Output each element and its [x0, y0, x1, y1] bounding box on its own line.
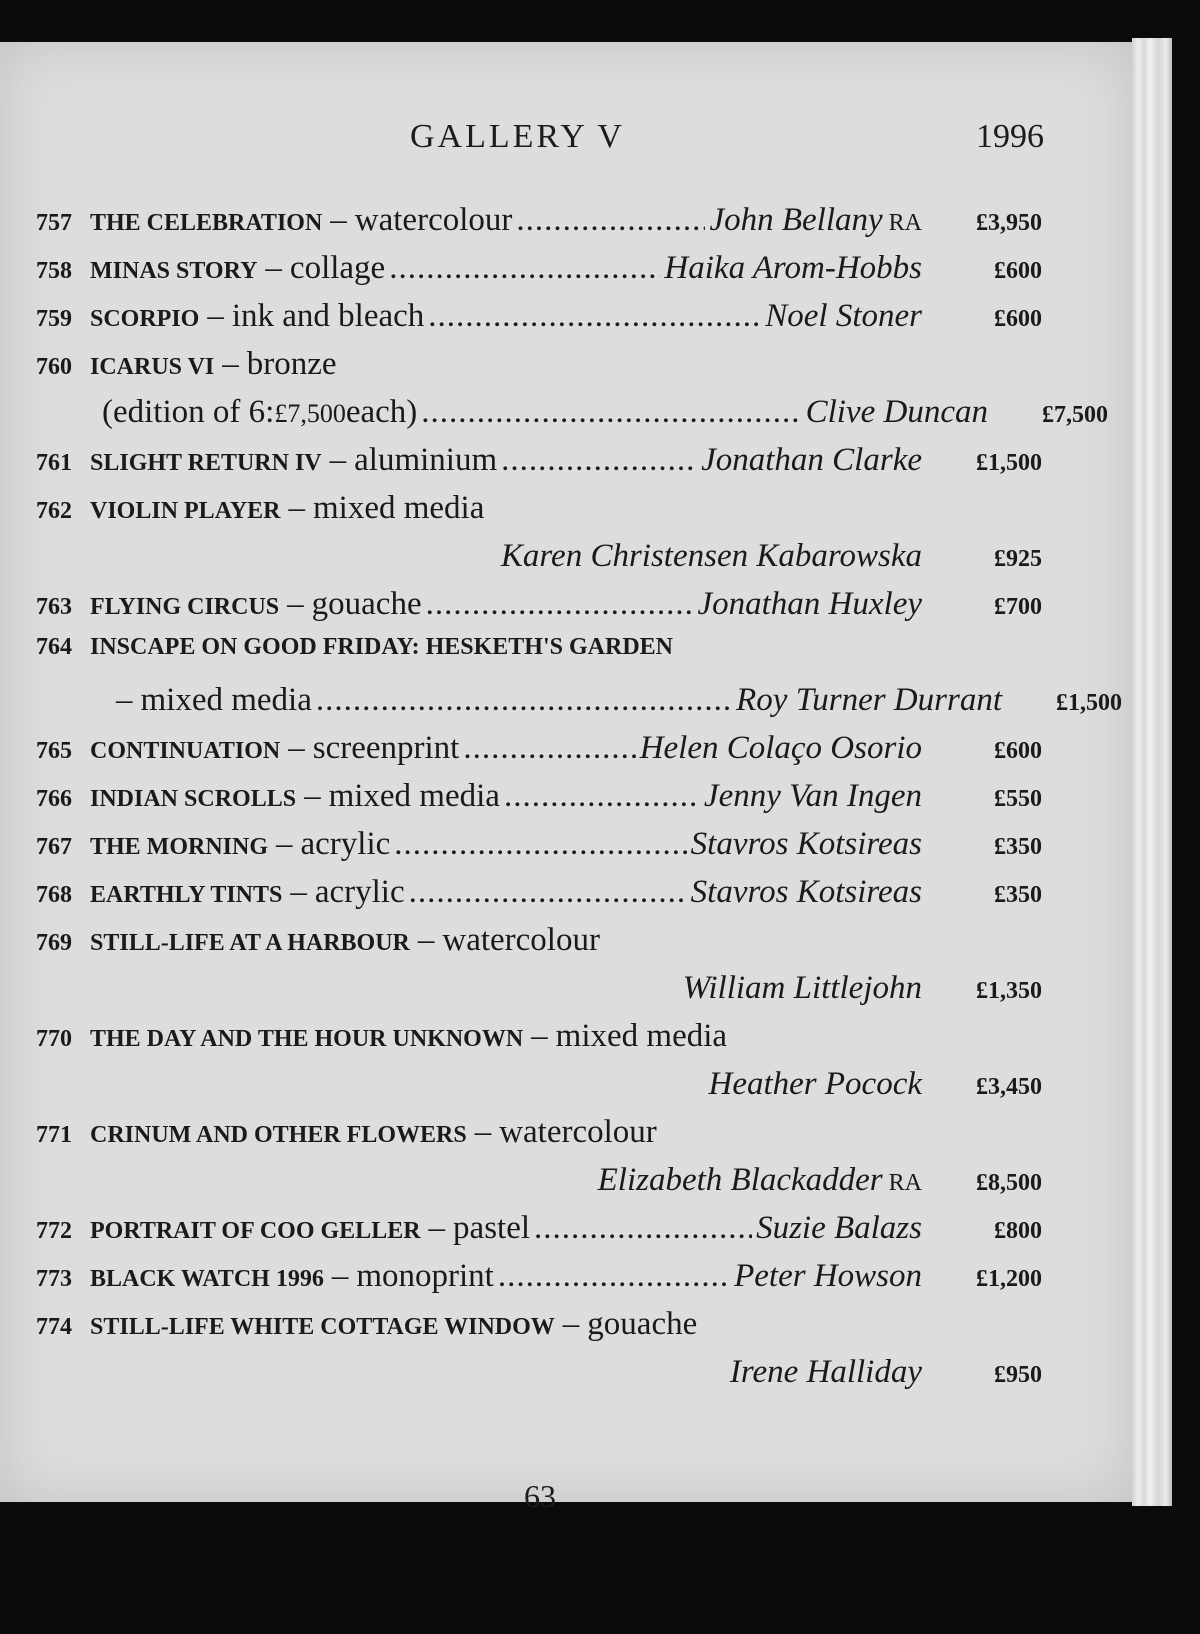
entry-number: 764 — [36, 634, 72, 660]
entry-artist: John Bellany — [709, 202, 883, 238]
catalogue-entry-765 — [36, 730, 1042, 774]
entry-separator: – — [288, 730, 305, 766]
entry-separator: – — [428, 1210, 446, 1246]
entry-title: CRINUM AND OTHER FLOWERS — [90, 1122, 467, 1148]
entry-artist: William Littlejohn — [682, 970, 922, 1006]
entry-medium: mixed media — [555, 1018, 728, 1054]
entry-title: SCORPIO — [90, 306, 200, 332]
entry-medium: watercolour — [499, 1114, 657, 1150]
leader-dots — [516, 202, 705, 239]
catalogue-entry-767 — [36, 826, 1042, 870]
entry-number: 774 — [36, 1314, 72, 1340]
page-header — [0, 118, 1132, 162]
page-number: 63 — [524, 1478, 556, 1514]
entry-separator: – — [116, 682, 133, 718]
entry-number: 773 — [36, 1266, 72, 1292]
entry-artist-suffix: RA — [888, 210, 922, 236]
entry-title: SLIGHT RETURN IV — [90, 450, 322, 476]
entry-title: FLYING CIRCUS — [90, 594, 280, 620]
entry-artist: Karen Christensen Kabarowska — [500, 538, 922, 574]
page-edge — [1132, 38, 1172, 1506]
entry-medium: gouache — [311, 586, 422, 622]
entry-price: £950 — [994, 1362, 1042, 1388]
entry-medium: monoprint — [356, 1258, 494, 1294]
leader-dots — [501, 442, 697, 479]
entry-price: £3,450 — [976, 1074, 1042, 1100]
entry-artist: Helen Colaço Osorio — [639, 730, 922, 766]
entry-separator: – — [330, 202, 347, 238]
entry-medium: gouache — [587, 1306, 698, 1342]
entry-medium: aluminium — [354, 442, 498, 478]
catalogue-entry-762-continued — [36, 538, 1042, 582]
entry-separator: – — [222, 346, 239, 382]
entry-medium: screenprint — [312, 730, 460, 766]
entry-artist-suffix: RA — [888, 1170, 922, 1196]
entry-price: £600 — [994, 738, 1042, 764]
catalogue-entry-773 — [36, 1258, 1042, 1302]
entry-medium: bronze — [246, 346, 337, 382]
entry-edition-suffix: each) — [345, 394, 418, 430]
entry-title: THE MORNING — [90, 834, 269, 860]
leader-dots — [394, 826, 686, 863]
entry-title: STILL-LIFE WHITE COTTAGE WINDOW — [90, 1314, 555, 1340]
entry-price: £600 — [994, 258, 1042, 284]
entry-number: 767 — [36, 834, 72, 860]
entry-separator: – — [329, 442, 347, 478]
entry-number: 766 — [36, 786, 72, 812]
entry-artist: Jonathan Huxley — [697, 586, 922, 622]
entry-separator: – — [287, 586, 304, 622]
entry-artist: Roy Turner Durrant — [736, 682, 1002, 718]
catalogue-entry-770 — [36, 1018, 1042, 1062]
catalogue-entry-771 — [36, 1114, 1042, 1158]
catalogue-entry-757 — [36, 202, 1042, 246]
catalogue-entry-764 — [36, 634, 1042, 678]
entry-separator: – — [304, 778, 321, 814]
entry-number: 763 — [36, 594, 72, 620]
entry-artist: Heather Pocock — [708, 1066, 922, 1102]
entry-artist: Elizabeth Blackadder — [597, 1162, 883, 1198]
entry-title: INSCAPE ON GOOD FRIDAY: HESKETH'S GARDEN — [90, 634, 673, 660]
entry-medium: collage — [289, 250, 386, 286]
catalogue-entry-760-continued — [36, 394, 1108, 438]
header-year: 1996 — [976, 118, 1044, 155]
entry-artist: Stavros Kotsireas — [690, 826, 922, 862]
entry-title: BLACK WATCH 1996 — [90, 1266, 324, 1292]
entry-title: EARTHLY TINTS — [90, 882, 283, 908]
entry-artist: Haika Arom-Hobbs — [664, 250, 922, 286]
entry-artist: Jenny Van Ingen — [703, 778, 922, 814]
catalogue-entry-766 — [36, 778, 1042, 822]
entry-price: £350 — [994, 882, 1042, 908]
entry-medium: watercolour — [354, 202, 513, 238]
catalogue-entry-764-continued — [36, 682, 1122, 726]
entry-price: £1,500 — [1056, 690, 1122, 716]
entry-price: £1,500 — [976, 450, 1042, 476]
entry-price: £8,500 — [976, 1170, 1042, 1196]
entry-artist: Stavros Kotsireas — [690, 874, 922, 910]
leader-dots — [426, 586, 694, 623]
entry-title: PORTRAIT OF COO GELLER — [90, 1218, 421, 1244]
leader-dots — [428, 298, 761, 335]
catalogue-entry-758 — [36, 250, 1042, 294]
entry-medium: mixed media — [328, 778, 500, 814]
leader-dots — [409, 874, 687, 911]
entry-medium: acrylic — [314, 874, 405, 910]
leader-dots — [463, 730, 635, 767]
entry-medium: mixed media — [140, 682, 312, 718]
entry-separator: – — [288, 490, 305, 526]
entry-number: 761 — [36, 450, 72, 476]
entry-title: VIOLIN PLAYER — [90, 498, 281, 524]
entry-number: 760 — [36, 354, 72, 380]
leader-dots — [389, 250, 660, 287]
entry-number: 772 — [36, 1218, 72, 1244]
entry-separator: – — [290, 874, 307, 910]
catalogue-entry-762 — [36, 490, 1042, 534]
catalogue-entry-763 — [36, 586, 1042, 630]
entry-medium: pastel — [453, 1210, 531, 1246]
entry-artist: Jonathan Clarke — [701, 442, 922, 478]
catalogue-entry-770-continued — [36, 1066, 1042, 1110]
catalogue-entry-760 — [36, 346, 1042, 390]
entry-medium: acrylic — [300, 826, 391, 862]
entry-separator: – — [474, 1114, 492, 1150]
entry-price: £7,500 — [1042, 402, 1108, 428]
entry-price: £350 — [994, 834, 1042, 860]
entry-price: £800 — [994, 1218, 1042, 1244]
entry-separator: – — [531, 1018, 548, 1054]
leader-dots — [316, 682, 732, 719]
gallery-title: GALLERY V — [410, 118, 625, 155]
entry-separator: – — [276, 826, 293, 862]
entry-number: 762 — [36, 498, 72, 524]
entry-price: £700 — [994, 594, 1042, 620]
entry-separator: – — [265, 250, 282, 286]
entry-medium: ink and bleach — [231, 298, 425, 334]
entry-medium: mixed media — [313, 490, 485, 526]
entry-title: CONTINUATION — [90, 738, 281, 764]
catalogue-entry-759 — [36, 298, 1042, 342]
entry-number: 757 — [36, 210, 72, 236]
catalogue-entry-774 — [36, 1306, 1042, 1350]
catalogue-entry-771-continued — [36, 1162, 1042, 1206]
leader-dots — [498, 1258, 730, 1295]
entry-number: 758 — [36, 258, 72, 284]
entry-price: £1,350 — [976, 978, 1042, 1004]
entry-title: THE CELEBRATION — [90, 210, 323, 236]
entry-edition-price: £7,500 — [274, 399, 346, 428]
entry-title: STILL-LIFE AT A HARBOUR — [90, 930, 410, 956]
entry-title: MINAS STORY — [90, 258, 258, 284]
catalogue-entry-769-continued — [36, 970, 1042, 1014]
entry-price: £3,950 — [976, 210, 1042, 236]
entry-number: 771 — [36, 1122, 72, 1148]
catalogue-entry-768 — [36, 874, 1042, 918]
entry-separator: – — [417, 922, 435, 958]
entry-price: £925 — [994, 546, 1042, 572]
entry-title: INDIAN SCROLLS — [90, 786, 297, 812]
entry-artist: Clive Duncan — [805, 394, 988, 430]
entry-separator: – — [331, 1258, 349, 1294]
entry-separator: – — [562, 1306, 580, 1342]
entry-artist: Irene Halliday — [729, 1354, 922, 1390]
catalogue-entry-769 — [36, 922, 1042, 966]
entry-artist: Peter Howson — [734, 1258, 922, 1294]
entry-price: £550 — [994, 786, 1042, 812]
entry-title: ICARUS VI — [90, 354, 215, 380]
leader-dots — [504, 778, 700, 815]
entry-number: 770 — [36, 1026, 72, 1052]
entry-artist: Suzie Balazs — [756, 1210, 922, 1246]
entry-price: £1,200 — [976, 1266, 1042, 1292]
entry-price: £600 — [994, 306, 1042, 332]
entry-edition-prefix: (edition of 6: — [102, 394, 275, 430]
leader-dots — [421, 394, 801, 431]
entry-medium: watercolour — [442, 922, 600, 958]
entry-title: THE DAY AND THE HOUR UNKNOWN — [90, 1026, 524, 1052]
catalogue-entry-774-continued — [36, 1354, 1042, 1398]
entry-number: 765 — [36, 738, 72, 764]
entry-separator: – — [207, 298, 224, 334]
entry-number: 769 — [36, 930, 72, 956]
entry-number: 759 — [36, 306, 72, 332]
catalogue-entry-772 — [36, 1210, 1042, 1254]
entry-artist: Noel Stoner — [765, 298, 922, 334]
leader-dots — [534, 1210, 752, 1247]
catalogue-entry-761 — [36, 442, 1042, 486]
entry-number: 768 — [36, 882, 72, 908]
